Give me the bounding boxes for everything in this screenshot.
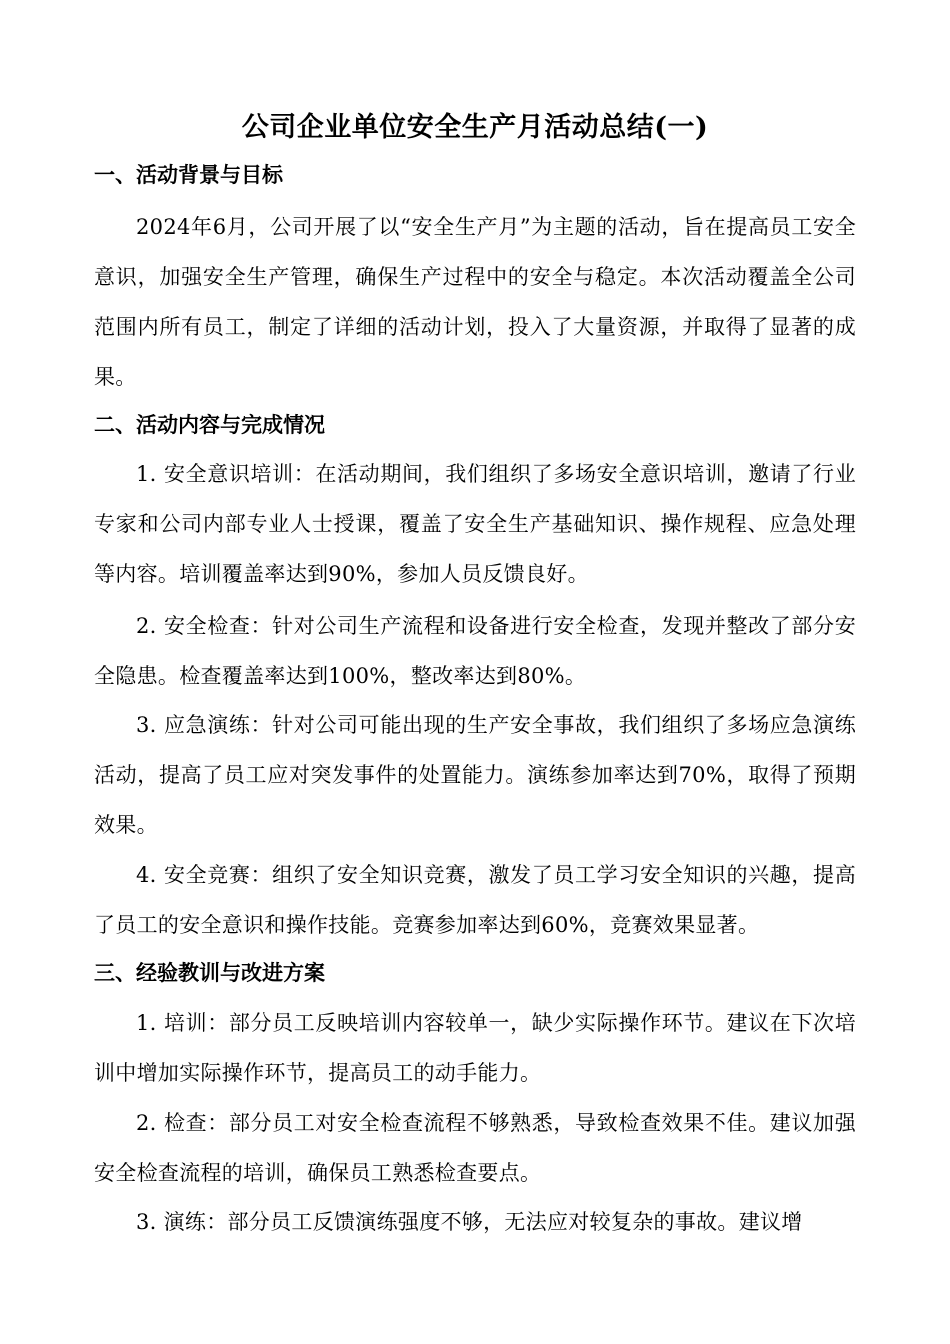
paragraph-background: 2024年6月，公司开展了以“安全生产月”为主题的活动，旨在提高员工安全意识，加强安全生产管理，确保生产过程中的安全与稳定。本次活动覆盖全公司范围内所有员工，制定了详细的活动计划，投入了大量资源，并取得了显著的成果。 bbox=[94, 215, 856, 389]
paragraph-lesson-drill: 3. 演练：部分员工反馈演练强度不够，无法应对较复杂的事故。建议增 bbox=[136, 1210, 803, 1234]
paragraph-lesson-inspection: 2. 检查：部分员工对安全检查流程不够熟悉，导致检查效果不佳。建议加强安全检查流程的培训，确保员工熟悉检查要点。 bbox=[94, 1111, 856, 1185]
paragraph-lesson-training: 1. 培训：部分员工反映培训内容较单一，缺少实际操作环节。建议在下次培训中增加实际操作环节，提高员工的动手能力。 bbox=[94, 1011, 856, 1085]
paragraph-drill: 3. 应急演练：针对公司可能出现的生产安全事故，我们组织了多场应急演练活动，提高了员工应对突发事件的处置能力。演练参加率达到70%，取得了预期效果。 bbox=[94, 713, 856, 837]
section-heading-background: 一、活动背景与目标 bbox=[94, 162, 283, 187]
paragraph-competition: 4. 安全竞赛：组织了安全知识竞赛，激发了员工学习安全知识的兴趣，提高了员工的安全意识和操作技能。竞赛参加率达到60%，竞赛效果显著。 bbox=[94, 863, 856, 937]
section-heading-lessons: 三、经验教训与改进方案 bbox=[94, 960, 325, 985]
paragraph-inspection: 2. 安全检查：针对公司生产流程和设备进行安全检查，发现并整改了部分安全隐患。检查覆盖率达到100%，整改率达到80%。 bbox=[94, 614, 856, 688]
paragraph-training: 1. 安全意识培训：在活动期间，我们组织了多场安全意识培训，邀请了行业专家和公司内部专业人士授课，覆盖了安全生产基础知识、操作规程、应急处理等内容。培训覆盖率达到90%，参加人员反馈良好。 bbox=[94, 462, 856, 586]
section-heading-content: 二、活动内容与完成情况 bbox=[94, 412, 325, 437]
document-title: 公司企业单位安全生产月活动总结(一) bbox=[241, 112, 709, 143]
